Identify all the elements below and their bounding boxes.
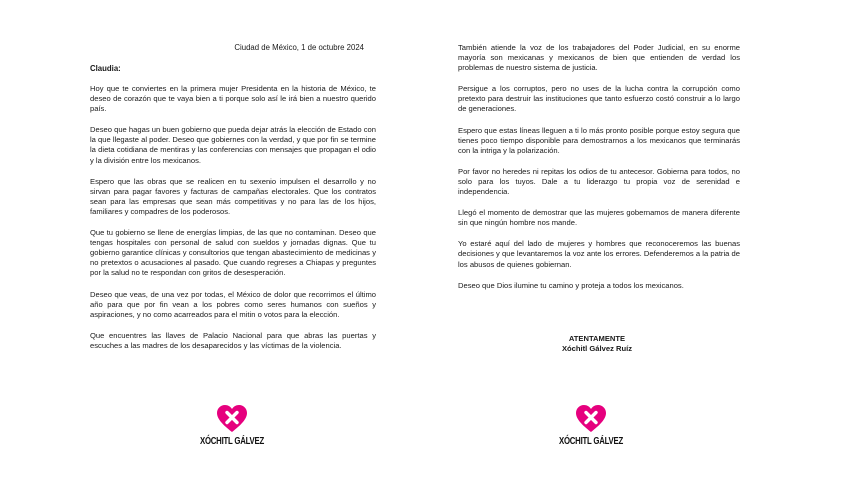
- paragraph: También atiende la voz de los trabajadores del Poder Judicial, en su enorme mayoría son mexicanas y mexicanos de bien que entienden de verdad los problemas de nuestro sistema de justicia.: [458, 43, 740, 73]
- heart-x-icon: [217, 405, 247, 433]
- paragraph: Por favor no heredes ni repitas los odios de tu antecesor. Gobierna para todos, no solo para los tuyos. Dale a tu liderazgo tu propia voz de serenidad e independencia.: [458, 166, 740, 197]
- letter-page-left: [86, 0, 376, 478]
- letter-body-right: [458, 43, 740, 302]
- signature-name: Xóchitl Gálvez Ruíz: [561, 344, 633, 353]
- paragraph: Deseo que hagas un buen gobierno que pueda dejar atrás la elección de Estado con la que llegaste al poder. Deseo que gobiernes con la verdad, y que por fin se termine la dieta cotidiana de mentiras y las conferencias con mensajes que propagan el odio y la división entre los mexicanos.: [90, 125, 376, 165]
- campaign-logo: [187, 405, 277, 447]
- letter-page-right: [454, 0, 740, 478]
- letter-body-left: [90, 84, 376, 362]
- paragraph: Yo estaré aquí del lado de mujeres y hombres que reconoceremos las buenas decisiones y que levantaremos la voz ante los errores. Defenderemos a la patria de los abusos de quienes gobiernan.: [458, 239, 740, 269]
- closing: ATENTAMENTE: [568, 334, 626, 343]
- dateline: Ciudad de México, 1 de octubre 2024: [234, 43, 364, 52]
- logo-wordmark: XÓCHITL GÁLVEZ: [199, 436, 265, 447]
- paragraph: Persigue a los corruptos, pero no uses de la lucha contra la corrupción como pretexto para destruir las instituciones que tanto esfuerzo costó construir a lo largo de generaciones.: [458, 84, 740, 114]
- paragraph: Espero que estas líneas lleguen a ti lo más pronto posible porque estoy segura que tienes poco tiempo disponible para demostrarnos a los mexicanos que terminarás con la intriga y la polarización.: [458, 125, 740, 155]
- heart-x-icon: [576, 405, 606, 433]
- paragraph: Llegó el momento de demostrar que las mujeres gobernamos de manera diferente sin que ningún hombre nos mande.: [458, 208, 740, 228]
- paragraph: Espero que las obras que se realicen en tu sexenio impulsen el desarrollo y no sirvan para pagar favores y facturas de campañas electorales. Que los contratos sean para las empresas que sean más competitivas y no para las de los hijos, familiares y compadres de los poderosos.: [90, 176, 376, 216]
- signature-block: [454, 334, 740, 354]
- paragraph: Hoy que te conviertes en la primera mujer Presidenta en la historia de México, te deseo de corazón que te vaya bien a ti porque solo así le irá bien a nuestro querido país.: [90, 84, 376, 114]
- paragraph: Que encuentres las llaves de Palacio Nacional para que abras las puertas y escuches a las madres de los desaparecidos y las víctimas de la violencia.: [90, 330, 376, 350]
- paragraph: Deseo que Dios ilumine tu camino y proteja a todos los mexicanos.: [458, 280, 684, 290]
- paragraph: Que tu gobierno se llene de energías limpias, de las que no contaminan. Deseo que tengas hospitales con personal de salud con sueldos y jornadas dignas. Que tu gobierno garantice clínicas y consultorios que tengan abastecimiento de medicinas y no pretextos o acusaciones al pasado. Que cuando regreses a Chiapas y preguntes por la salud no te respondan con gritos de desesperación.: [90, 228, 376, 278]
- campaign-logo: [546, 405, 636, 447]
- salutation: Claudia:: [90, 64, 121, 73]
- paragraph: Deseo que veas, de una vez por todas, el México de dolor que recorrimos el último año para que por fin vean a los pobres como seres humanos con sueños y aspiraciones, y no como acarreados para el mitin o votos para la elección.: [90, 289, 376, 319]
- logo-wordmark: XÓCHITL GÁLVEZ: [558, 436, 624, 447]
